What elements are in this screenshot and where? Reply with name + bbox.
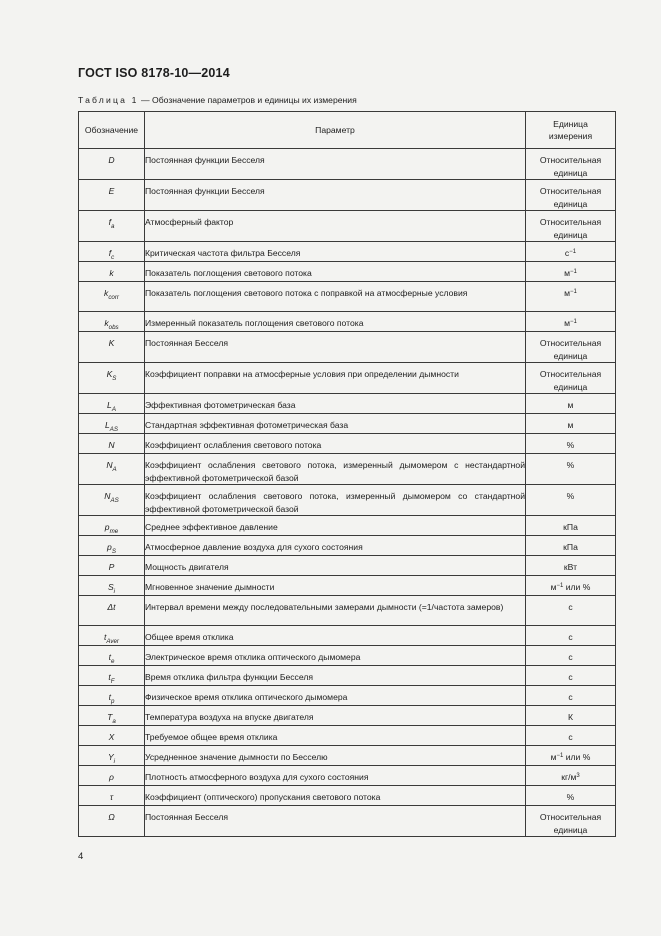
symbol-cell [79, 726, 145, 746]
symbol-text: t [108, 672, 111, 682]
unit-cell [526, 726, 616, 746]
unit-exponent: −1 [556, 753, 564, 759]
unit-cell [526, 596, 616, 626]
symbol-text: X [108, 732, 115, 742]
unit-text: % [566, 440, 575, 450]
symbol-cell [79, 706, 145, 726]
symbol-subscript: a [110, 223, 115, 230]
parameter-cell: Атмосферное давление воздуха для сухого состояния [145, 536, 526, 556]
symbol-cell [79, 766, 145, 786]
page-number: 4 [78, 851, 84, 862]
table-header-row [79, 112, 616, 149]
symbol-text: k [104, 318, 109, 328]
unit-cell [526, 806, 616, 837]
table-row [79, 414, 616, 434]
parameter-cell: Коэффициент ослабления светового потока, измеренный дымомером с нестандартной эффективной фотометрической базой [145, 454, 526, 485]
symbol-subscript: Aver [106, 638, 119, 645]
symbol-cell [79, 180, 145, 211]
unit-exponent: −1 [570, 269, 577, 275]
symbol-text: P [108, 562, 115, 572]
symbol-text: S [107, 582, 114, 592]
table-row [79, 786, 616, 806]
parameter-cell: Коэффициент (оптического) пропускания светового потока [145, 786, 526, 806]
symbol-subscript: S [111, 548, 116, 555]
parameter-cell: Время отклика фильтра функции Бесселя [145, 666, 526, 686]
parameter-cell: Коэффициент ослабления светового потока [145, 434, 526, 454]
parameter-cell: Показатель поглощения светового потока с поправкой на атмосферные условия [145, 282, 526, 312]
symbol-cell [79, 516, 145, 536]
unit-cell [526, 626, 616, 646]
unit-text: кПа [563, 542, 578, 552]
parameter-cell: Плотность атмосферного воздуха для сухого состояния [145, 766, 526, 786]
symbol-text: K [106, 369, 113, 379]
symbol-subscript: F [110, 678, 115, 685]
table-caption-label: Таблица 1 [78, 95, 139, 105]
unit-exponent: −1 [570, 319, 577, 325]
table-row [79, 332, 616, 363]
symbol-cell [79, 262, 145, 282]
unit-cell [526, 485, 616, 516]
header-symbol: Обозначение [79, 112, 145, 149]
symbol-cell [79, 312, 145, 332]
symbol-text: ρ [109, 772, 114, 782]
unit-text: Относительная единица [539, 338, 602, 361]
symbol-cell [79, 454, 145, 485]
table-row [79, 666, 616, 686]
table-row [79, 806, 616, 837]
symbol-cell [79, 666, 145, 686]
unit-cell [526, 746, 616, 766]
unit-cell [526, 576, 616, 596]
unit-text: м [564, 288, 571, 298]
symbol-cell [79, 536, 145, 556]
symbol-text: N [106, 460, 113, 470]
unit-cell [526, 149, 616, 180]
unit-text: м [550, 582, 557, 592]
parameter-cell: Температура воздуха на впуске двигателя [145, 706, 526, 726]
document-header: ГОСТ ISO 8178-10—2014 [78, 66, 230, 80]
unit-text: К [567, 712, 573, 722]
table-row [79, 766, 616, 786]
parameter-cell: Среднее эффективное давление [145, 516, 526, 536]
symbol-text: f [108, 248, 112, 258]
parameter-cell: Стандартная эффективная фотометрическая база [145, 414, 526, 434]
table-row [79, 242, 616, 262]
symbol-cell [79, 646, 145, 666]
unit-exponent: −1 [569, 249, 577, 255]
unit-text: Относительная единица [539, 155, 602, 178]
symbol-subscript: p [110, 698, 115, 705]
symbol-subscript: A [112, 466, 117, 473]
symbol-cell [79, 149, 145, 180]
symbol-cell [79, 626, 145, 646]
symbol-subscript: AS [109, 426, 119, 433]
parameter-cell: Коэффициент поправки на атмосферные условия при определении дымности [145, 363, 526, 394]
unit-text: кПа [563, 522, 578, 532]
unit-text: м [564, 268, 571, 278]
symbol-text: t [108, 652, 111, 662]
unit-cell [526, 646, 616, 666]
table-row [79, 576, 616, 596]
symbol-cell [79, 434, 145, 454]
parameter-cell: Постоянная функции Бесселя [145, 149, 526, 180]
unit-text: м [567, 400, 574, 410]
symbol-text: k [104, 288, 109, 298]
symbol-cell [79, 596, 145, 626]
symbol-text: Ω [108, 812, 115, 822]
symbol-cell [79, 686, 145, 706]
symbol-text: t [103, 632, 107, 642]
parameter-cell: Критическая частота фильтра Бесселя [145, 242, 526, 262]
unit-cell [526, 454, 616, 485]
symbol-subscript: S [112, 375, 117, 382]
unit-cell [526, 434, 616, 454]
symbol-text: K [108, 338, 115, 348]
unit-suffix: или % [563, 582, 591, 592]
symbol-text: D [108, 155, 115, 165]
symbol-cell [79, 282, 145, 312]
symbol-text: L [107, 400, 112, 410]
unit-text: % [566, 460, 575, 470]
unit-text: кВт [563, 562, 578, 572]
unit-text: м [567, 420, 574, 430]
unit-text: с [568, 602, 573, 612]
unit-text: % [566, 491, 575, 501]
table-row [79, 556, 616, 576]
symbol-text: f [108, 217, 111, 227]
parameter-cell: Мгновенное значение дымности [145, 576, 526, 596]
unit-cell [526, 556, 616, 576]
symbol-cell [79, 363, 145, 394]
header-unit: Единица измерения [526, 112, 616, 149]
unit-text: с [568, 652, 573, 662]
unit-exponent: −1 [570, 289, 577, 295]
unit-cell [526, 706, 616, 726]
table-caption-text: — Обозначение параметров и единицы их измерения [138, 95, 357, 105]
symbol-cell [79, 786, 145, 806]
unit-text: с [568, 632, 573, 642]
unit-cell [526, 282, 616, 312]
parameter-cell: Усредненное значение дымности по Бесселю [145, 746, 526, 766]
unit-text: Относительная единица [539, 186, 602, 209]
table-row [79, 454, 616, 485]
unit-text: Относительная единица [539, 369, 602, 392]
unit-cell [526, 536, 616, 556]
table-row [79, 363, 616, 394]
symbol-text: L [104, 420, 110, 430]
table-caption [78, 95, 357, 105]
symbol-text: k [109, 268, 114, 278]
table-row [79, 434, 616, 454]
unit-cell [526, 262, 616, 282]
unit-cell [526, 332, 616, 363]
parameter-cell: Электрическое время отклика оптического дымомера [145, 646, 526, 666]
unit-text: с [568, 732, 573, 742]
symbol-cell [79, 394, 145, 414]
symbol-cell [79, 556, 145, 576]
table-row [79, 211, 616, 242]
parameter-cell: Интервал времени между последовательными замерами дымности (=1/частота замеров) [145, 596, 526, 626]
symbol-cell [79, 485, 145, 516]
parameter-cell: Измеренный показатель поглощения светового потока [145, 312, 526, 332]
unit-cell [526, 312, 616, 332]
unit-text: Относительная единица [539, 217, 602, 240]
symbol-text: T [107, 712, 113, 722]
symbol-text: Y [107, 752, 114, 762]
symbol-subscript: i [113, 588, 116, 595]
unit-cell [526, 686, 616, 706]
unit-text: кг/м [561, 772, 577, 782]
unit-cell [526, 414, 616, 434]
parameter-cell: Показатель поглощения светового потока [145, 262, 526, 282]
table-row [79, 180, 616, 211]
table-row [79, 149, 616, 180]
symbol-subscript: obs [108, 324, 119, 331]
table-row [79, 726, 616, 746]
unit-text: с [568, 692, 573, 702]
unit-cell [526, 516, 616, 536]
symbol-subscript: me [109, 528, 119, 535]
unit-text: с [564, 248, 570, 258]
unit-cell [526, 786, 616, 806]
table-row [79, 706, 616, 726]
table-row [79, 394, 616, 414]
symbol-text: τ [109, 792, 114, 802]
parameter-cell: Атмосферный фактор [145, 211, 526, 242]
symbol-subscript: A [111, 406, 116, 413]
table-row [79, 516, 616, 536]
unit-text: с [568, 672, 573, 682]
symbol-subscript: e [110, 658, 115, 665]
parameter-cell: Постоянная Бесселя [145, 806, 526, 837]
symbol-text: E [108, 186, 115, 196]
symbol-cell [79, 414, 145, 434]
unit-text: м [564, 318, 571, 328]
table-row [79, 485, 616, 516]
symbol-text: Δt [107, 602, 116, 612]
table-row [79, 626, 616, 646]
unit-text: % [566, 792, 575, 802]
table-row [79, 262, 616, 282]
symbol-cell [79, 576, 145, 596]
symbol-subscript: i [113, 758, 116, 765]
unit-cell [526, 394, 616, 414]
symbol-cell [79, 211, 145, 242]
table-row [79, 646, 616, 666]
unit-exponent: 3 [576, 773, 580, 779]
parameter-cell: Коэффициент ослабления светового потока, измеренный дымомером со стандартной эффективной фотометрической базой [145, 485, 526, 516]
parameter-cell: Физическое время отклика оптического дымомера [145, 686, 526, 706]
symbol-cell [79, 332, 145, 363]
unit-cell [526, 363, 616, 394]
unit-cell [526, 242, 616, 262]
symbol-cell [79, 242, 145, 262]
parameter-cell: Эффективная фотометрическая база [145, 394, 526, 414]
unit-cell [526, 666, 616, 686]
table-row [79, 746, 616, 766]
unit-exponent: −1 [556, 583, 564, 589]
unit-cell [526, 211, 616, 242]
parameter-cell: Общее время отклика [145, 626, 526, 646]
header-parameter: Параметр [145, 112, 526, 149]
unit-text: м [550, 752, 557, 762]
table-row [79, 536, 616, 556]
symbol-cell [79, 806, 145, 837]
table-row [79, 312, 616, 332]
parameter-cell: Требуемое общее время отклика [145, 726, 526, 746]
symbol-text: p [107, 542, 112, 552]
symbol-subscript: AS [110, 497, 119, 504]
parameters-table [78, 111, 616, 837]
parameter-cell: Постоянная функции Бесселя [145, 180, 526, 211]
table-row [79, 686, 616, 706]
unit-suffix: или % [563, 752, 591, 762]
symbol-subscript: corr [108, 294, 119, 301]
parameter-cell: Постоянная Бесселя [145, 332, 526, 363]
symbol-text: N [104, 491, 111, 501]
symbol-subscript: c [111, 254, 115, 261]
table-row [79, 282, 616, 312]
symbol-text: p [104, 522, 110, 532]
table-row [79, 596, 616, 626]
unit-text: Относительная единица [539, 812, 602, 835]
unit-cell [526, 180, 616, 211]
symbol-subscript: a [112, 718, 116, 725]
table-body [79, 149, 616, 837]
symbol-text: t [108, 692, 111, 702]
unit-cell [526, 766, 616, 786]
symbol-cell [79, 746, 145, 766]
parameter-cell: Мощность двигателя [145, 556, 526, 576]
symbol-text: N [108, 440, 115, 450]
